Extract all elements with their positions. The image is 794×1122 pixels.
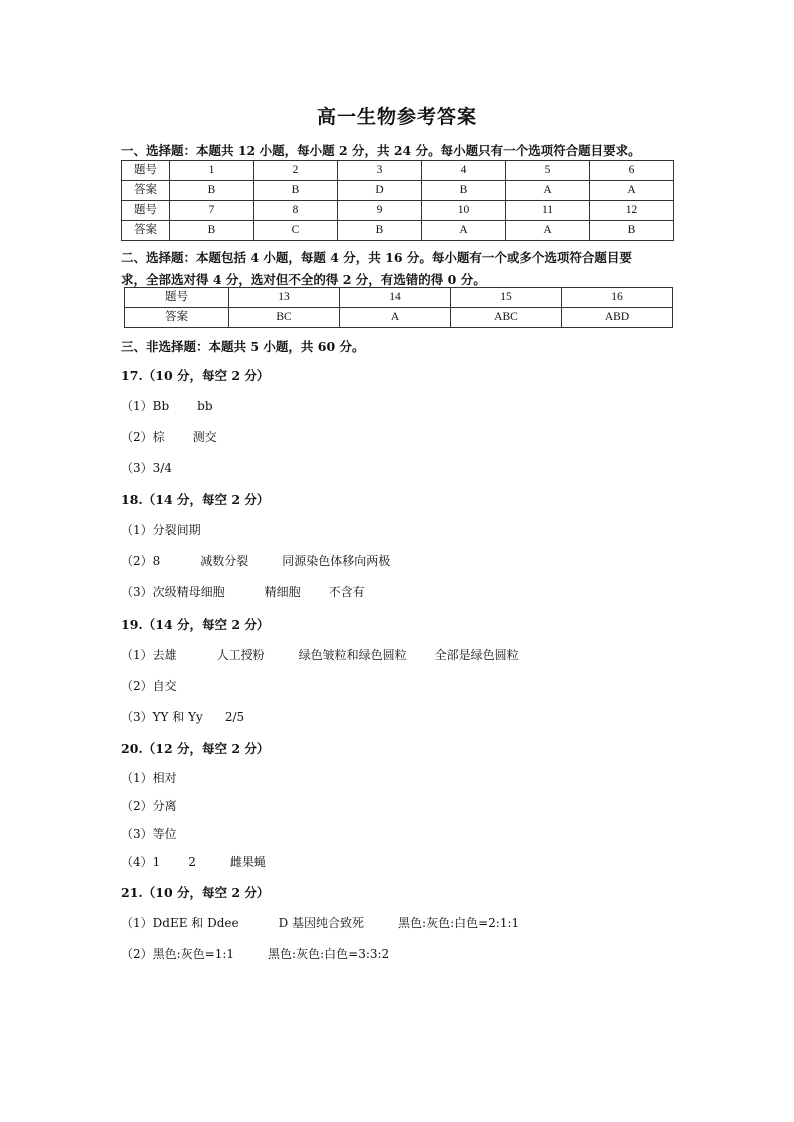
question-number: 13	[229, 288, 340, 308]
row-label-answer: 答案	[125, 308, 229, 328]
answer-cell: B	[338, 221, 422, 241]
answer-cell: A	[340, 308, 451, 328]
answer-text: 精细胞	[264, 585, 301, 599]
page-title: 高一生物参考答案	[316, 106, 477, 128]
answer-text: （1）相对	[121, 771, 177, 785]
answer-text: 测交	[192, 430, 217, 444]
question-number: 3	[338, 161, 422, 181]
question-number: 12	[590, 201, 674, 221]
question-number: 7	[170, 201, 254, 221]
row-label-answer: 答案	[122, 181, 170, 201]
table-row	[122, 161, 674, 181]
answer-text: （2）自交	[121, 679, 177, 693]
answer-line	[121, 769, 177, 786]
answer-cell: A	[506, 221, 590, 241]
answer-text: 不含有	[328, 585, 365, 599]
question-number: 2	[254, 161, 338, 181]
answer-line	[121, 583, 365, 600]
answer-line	[121, 677, 177, 694]
answer-cell: B	[422, 181, 506, 201]
question-number: 8	[254, 201, 338, 221]
answer-line	[121, 428, 217, 445]
table-row	[122, 201, 674, 221]
table-row	[125, 308, 673, 328]
answer-text: （1）DdEE 和 Ddee	[121, 916, 239, 930]
answer-cell: ABC	[451, 308, 562, 328]
question-18-title: 18.（14 分，每空 2 分）	[121, 492, 270, 507]
question-number: 14	[340, 288, 451, 308]
section2-heading-line1: 二、选择题：本题包括 4 小题，每题 4 分，共 16 分。每小题有一个或多个选项符合题目要	[121, 250, 632, 265]
answer-cell: B	[170, 181, 254, 201]
answer-cell: B	[254, 181, 338, 201]
answer-text: （3）3/4	[121, 461, 172, 475]
answer-text: （4）1	[121, 855, 161, 869]
answer-cell: B	[590, 221, 674, 241]
answer-line	[121, 825, 177, 842]
answer-cell: A	[506, 181, 590, 201]
table-row	[125, 288, 673, 308]
question-number: 10	[422, 201, 506, 221]
answer-line	[121, 397, 213, 414]
question-19-title: 19.（14 分，每空 2 分）	[121, 617, 270, 632]
answer-cell: A	[422, 221, 506, 241]
answer-text: 全部是绿色圆粒	[434, 648, 519, 662]
answer-cell: A	[590, 181, 674, 201]
answer-text: 2	[188, 855, 196, 869]
section1-answer-table	[121, 160, 674, 241]
answer-cell: C	[254, 221, 338, 241]
answer-line	[121, 797, 177, 814]
answer-text: D 基因纯合致死	[278, 916, 365, 930]
answer-text: （1）分裂间期	[121, 523, 201, 537]
answer-text: 雌果蝇	[229, 855, 266, 869]
answer-text: （3）次级精母细胞	[121, 585, 225, 599]
answer-text: （3）等位	[121, 827, 177, 841]
answer-text: （3）YY 和 Yy	[121, 710, 203, 724]
answer-cell: ABD	[562, 308, 673, 328]
section2-answer-table	[124, 287, 673, 328]
question-number: 16	[562, 288, 673, 308]
answer-text: （1）去雄	[121, 648, 177, 662]
answer-line	[121, 521, 201, 538]
question-number: 11	[506, 201, 590, 221]
question-number: 1	[170, 161, 254, 181]
answer-cell: BC	[229, 308, 340, 328]
answer-cell: D	[338, 181, 422, 201]
question-number: 15	[451, 288, 562, 308]
answer-text: （1）Bb	[121, 399, 170, 413]
section1-heading: 一、选择题：本题共 12 小题，每小题 2 分，共 24 分。每小题只有一个选项符合题目要求。	[121, 143, 641, 158]
answer-text: （2）分离	[121, 799, 177, 813]
question-20-title: 20.（12 分，每空 2 分）	[121, 741, 270, 756]
answer-text: 黑色:灰色:白色=2:1:1	[398, 916, 520, 930]
row-label-answer: 答案	[122, 221, 170, 241]
answer-line	[121, 945, 389, 962]
answer-line	[121, 552, 390, 569]
answer-text: 人工授粉	[216, 648, 265, 662]
row-label-question-number: 题号	[125, 288, 229, 308]
question-number: 6	[590, 161, 674, 181]
answer-text: 绿色皱粒和绿色圆粒	[298, 648, 407, 662]
answer-line	[121, 708, 244, 725]
answer-text: 减数分裂	[200, 554, 249, 568]
answer-line	[121, 853, 266, 870]
answer-text: （2）棕	[121, 430, 165, 444]
section2-heading-line2: 求，全部选对得 4 分，选对但不全的得 2 分，有选错的得 0 分。	[121, 272, 486, 287]
question-17-title: 17.（10 分，每空 2 分）	[121, 368, 270, 383]
answer-line	[121, 914, 519, 931]
table-row	[122, 181, 674, 201]
answer-cell: B	[170, 221, 254, 241]
question-number: 9	[338, 201, 422, 221]
question-number: 4	[422, 161, 506, 181]
row-label-question-number: 题号	[122, 161, 170, 181]
answer-line	[121, 459, 172, 476]
answer-line	[121, 646, 519, 663]
answer-text: 2/5	[224, 710, 245, 724]
answer-text: 同源染色体移向两极	[282, 554, 391, 568]
answer-text: （2）8	[121, 554, 161, 568]
question-21-title: 21.（10 分，每空 2 分）	[121, 885, 270, 900]
table-row	[122, 221, 674, 241]
answer-text: （2）黑色:灰色=1:1	[121, 947, 235, 961]
question-number: 5	[506, 161, 590, 181]
section3-heading: 三、非选择题：本题共 5 小题，共 60 分。	[121, 339, 365, 354]
answer-text: 黑色:灰色:白色=3:3:2	[268, 947, 390, 961]
answer-text: bb	[197, 399, 213, 413]
row-label-question-number: 题号	[122, 201, 170, 221]
